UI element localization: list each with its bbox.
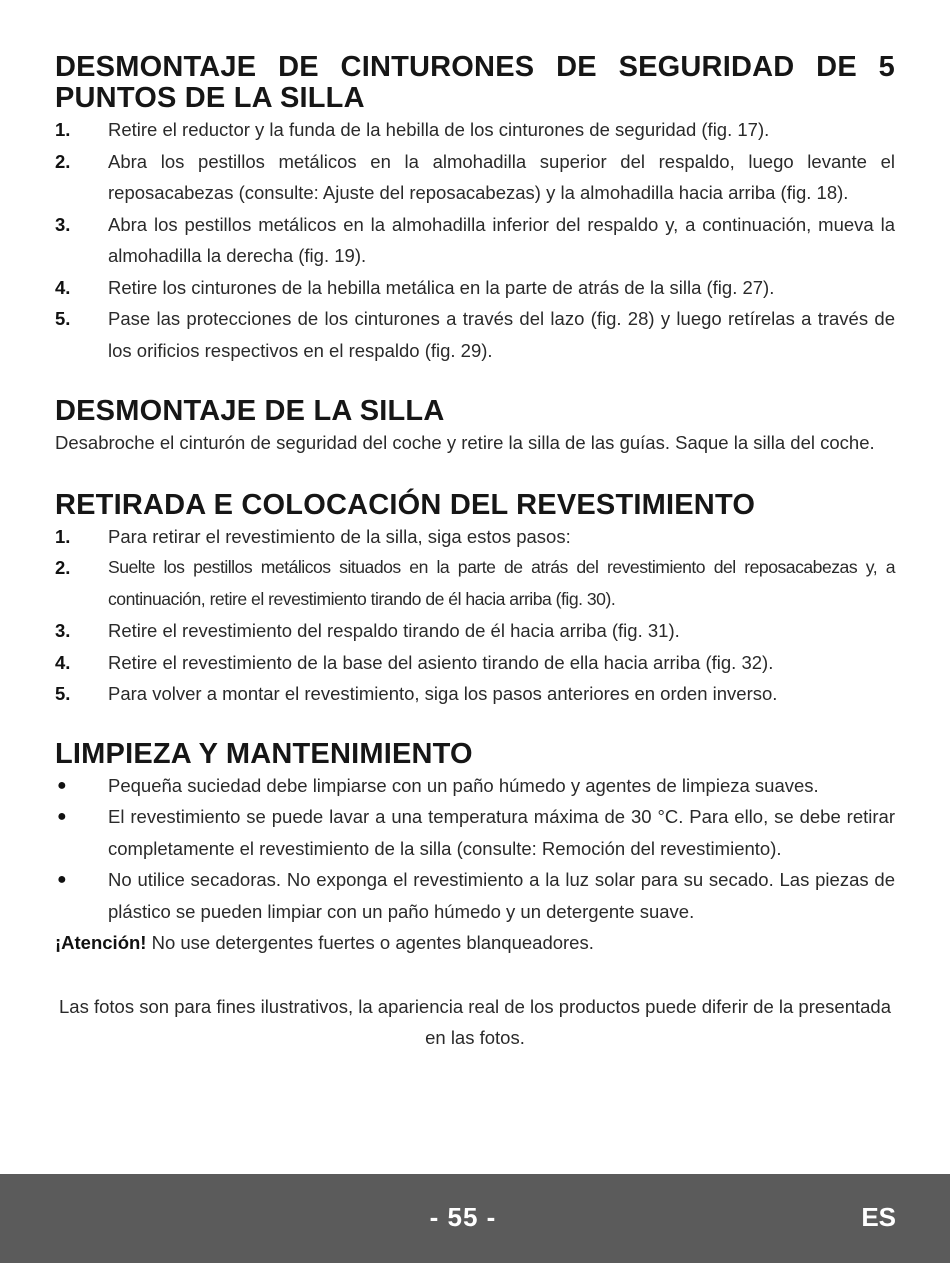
section-paragraph: Desabroche el cinturón de seguridad del coche y retire la silla de las guías. Saque la silla del coche. <box>55 432 875 453</box>
item-text: Retire el reductor y la funda de la hebilla de los cinturones de seguridad (fig. 17). <box>108 119 770 140</box>
item-text: Suelte los pestillos metálicos situados en la parte de atrás del revestimiento del reposacabezas y, a continuación, retire el revestimiento tirando de él hacia arriba (fig. 30). <box>108 557 895 609</box>
item-number: 1. <box>55 525 71 547</box>
list-item <box>55 114 895 146</box>
item-text: El revestimiento se puede lavar a una temperatura máxima de 30 °C. Para ello, se debe retirar completamente el revestimiento de la silla (consulte: Remoción del revestimiento). <box>108 806 895 859</box>
item-number: 2. <box>55 150 71 172</box>
item-number: 3. <box>55 620 71 641</box>
item-text: Retire los cinturones de la hebilla metálica en la parte de atrás de la silla (fig. 27). <box>108 276 775 298</box>
list-item <box>55 146 895 209</box>
disclaimer: Las fotos son para fines ilustrativos, la apariencia real de los productos puede diferir de la presentada en las fotos. <box>59 995 891 1048</box>
attention-text: No use detergentes fuertes o agentes blanqueadores. <box>146 932 594 953</box>
item-text: Retire el revestimiento del respaldo tirando de él hacia arriba (fig. 31). <box>108 620 680 641</box>
language-code: ES <box>861 1202 896 1232</box>
list-item <box>55 552 895 615</box>
list-item <box>55 647 895 679</box>
section-heading: DESMONTAJE DE LA SILLA <box>55 395 445 427</box>
section-cleaning <box>55 739 895 959</box>
item-text: Pequeña suciedad debe limpiarse con un paño húmedo y agentes de limpieza suaves. <box>108 774 819 796</box>
bullet-icon: ● <box>57 808 67 825</box>
list-item <box>55 209 895 272</box>
section-harness-removal <box>55 52 895 366</box>
item-text: Para retirar el revestimiento de la silla, siga estos pasos: <box>108 525 571 547</box>
item-text: Abra los pestillos metálicos en la almohadilla inferior del respaldo y, a continuación, mueva la almohadilla la derecha (fig. 19). <box>108 213 895 266</box>
bullet-icon: ● <box>57 871 67 888</box>
bullet-list <box>55 770 895 928</box>
list-item <box>55 615 895 647</box>
item-text: Para volver a montar el revestimiento, siga los pasos anteriores en orden inverso. <box>108 683 778 704</box>
list-item <box>55 801 895 864</box>
item-number: 5. <box>55 308 71 329</box>
page-number: - 55 - <box>429 1202 497 1232</box>
item-number: 2. <box>55 557 71 578</box>
section-heading: DESMONTAJE DE CINTURONES DE SEGURIDAD DE 5 PUNTOS DE LA SILLA <box>55 51 895 114</box>
list-item <box>55 864 895 927</box>
list-item <box>55 272 895 304</box>
page-content <box>55 52 895 1072</box>
numbered-list <box>55 114 895 366</box>
item-number: 3. <box>55 213 71 235</box>
bullet-icon: ● <box>57 776 67 794</box>
list-item <box>55 303 895 366</box>
item-text: Retire el revestimiento de la base del asiento tirando de ella hacia arriba (fig. 32). <box>108 651 774 673</box>
item-text: No utilice secadoras. No exponga el revestimiento a la luz solar para su secado. Las piezas de plástico se pueden limpiar con un paño húmedo y un detergente suave. <box>108 869 895 922</box>
attention-note <box>55 927 895 959</box>
list-item <box>55 678 895 710</box>
page-footer <box>0 1174 950 1263</box>
item-number: 4. <box>55 276 71 298</box>
item-text: Abra los pestillos metálicos en la almohadilla superior del respaldo, luego levante el reposacabezas (consulte: Ajuste del reposacabezas) y la almohadilla hacia arriba (fig. 18). <box>108 150 895 203</box>
item-number: 4. <box>55 651 71 673</box>
item-number: 5. <box>55 683 71 704</box>
section-seat-removal <box>55 396 895 459</box>
list-item <box>55 770 895 802</box>
attention-label: ¡Atención! <box>55 932 147 953</box>
section-heading: LIMPIEZA Y MANTENIMIENTO <box>55 737 473 770</box>
section-heading: RETIRADA E COLOCACIÓN DEL REVESTIMIENTO <box>55 488 756 521</box>
list-item <box>55 521 895 553</box>
item-number: 1. <box>55 119 71 140</box>
section-cover-removal <box>55 490 895 710</box>
numbered-list <box>55 521 895 710</box>
item-text: Pase las protecciones de los cinturones a través del lazo (fig. 28) y luego retírelas a través de los orificios respectivos en el respaldo (fig. 29). <box>108 308 895 361</box>
